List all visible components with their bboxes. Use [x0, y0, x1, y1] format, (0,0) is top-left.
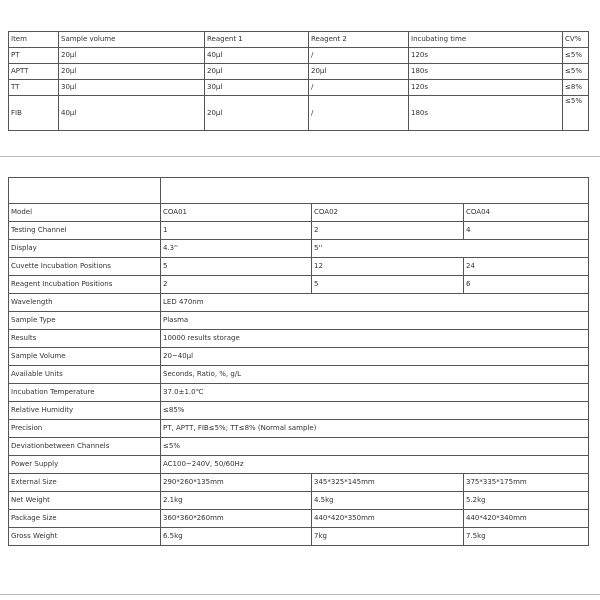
table-row	[9, 80, 589, 96]
cell: 4.3''	[161, 240, 312, 258]
cell: COA04	[464, 204, 589, 222]
cell: Deviationbetween Channels	[9, 438, 161, 456]
cell: 4.5kg	[312, 492, 464, 510]
cell: 5.2kg	[464, 492, 589, 510]
table-row	[9, 64, 589, 80]
cell: 30μl	[59, 80, 205, 96]
cell: 120s	[409, 80, 563, 96]
table-row	[9, 330, 589, 348]
cell: 375*335*175mm	[464, 474, 589, 492]
cell: 5''	[312, 240, 589, 258]
cell: 10000 results storage	[161, 330, 589, 348]
cell: COA01	[161, 204, 312, 222]
cell: ≤5%	[563, 96, 589, 131]
header-cell: Reagent 2	[309, 32, 409, 48]
cell: ≤8%	[563, 80, 589, 96]
cell: Power Supply	[9, 456, 161, 474]
cell: 20~40μl	[161, 348, 589, 366]
cell: Wavelength	[9, 294, 161, 312]
cell: Package Size	[9, 510, 161, 528]
cell: ≤85%	[161, 402, 589, 420]
cell: /	[309, 80, 409, 96]
table-row	[9, 384, 589, 402]
cell: 20μl	[205, 96, 309, 131]
cell: 7kg	[312, 528, 464, 546]
cell: PT	[9, 48, 59, 64]
cell: AC100~240V, 50/60Hz	[161, 456, 589, 474]
table-row	[9, 438, 589, 456]
table-row	[9, 258, 589, 276]
cell: /	[309, 48, 409, 64]
table-spacer-row	[9, 178, 589, 204]
table-row	[9, 402, 589, 420]
cell: 37.0±1.0℃	[161, 384, 589, 402]
header-cell: CV%	[563, 32, 589, 48]
cell: Reagent Incubation Positions	[9, 276, 161, 294]
cell: 440*420*350mm	[312, 510, 464, 528]
cell: 20μl	[205, 64, 309, 80]
cell: LED 470nm	[161, 294, 589, 312]
cell: Precision	[9, 420, 161, 438]
cell: 12	[312, 258, 464, 276]
cell: ≤5%	[161, 438, 589, 456]
cell: FIB	[9, 96, 59, 131]
cell: Sample Type	[9, 312, 161, 330]
table-row	[9, 474, 589, 492]
cell: Testing Channel	[9, 222, 161, 240]
cell: 30μl	[205, 80, 309, 96]
cell: Net Weight	[9, 492, 161, 510]
cell: Plasma	[161, 312, 589, 330]
divider	[0, 594, 600, 595]
empty-cell	[9, 178, 161, 204]
cell: Results	[9, 330, 161, 348]
divider	[0, 156, 600, 157]
table-row	[9, 276, 589, 294]
table-row	[9, 366, 589, 384]
cell: 20μl	[59, 48, 205, 64]
cell: Available Units	[9, 366, 161, 384]
table-row	[9, 348, 589, 366]
header-cell: Sample volume	[59, 32, 205, 48]
reagent-table	[8, 31, 589, 131]
table-row	[9, 240, 589, 258]
table-row	[9, 294, 589, 312]
cell: Gross Weight	[9, 528, 161, 546]
table-row	[9, 96, 589, 131]
table-header-row	[9, 32, 589, 48]
cell: 24	[464, 258, 589, 276]
cell: 360*360*260mm	[161, 510, 312, 528]
cell: TT	[9, 80, 59, 96]
table-row	[9, 48, 589, 64]
cell: 20μl	[309, 64, 409, 80]
cell: 440*420*340mm	[464, 510, 589, 528]
cell: ≤5%	[563, 64, 589, 80]
cell: 2	[312, 222, 464, 240]
cell: 120s	[409, 48, 563, 64]
cell: Seconds, Ratio, %, g/L	[161, 366, 589, 384]
cell: Display	[9, 240, 161, 258]
cell: Relative Humidity	[9, 402, 161, 420]
cell: COA02	[312, 204, 464, 222]
table-row	[9, 204, 589, 222]
cell: 2	[161, 276, 312, 294]
cell: 5	[161, 258, 312, 276]
cell: APTT	[9, 64, 59, 80]
cell: PT, APTT, FIB≤5%; TT≤8% (Normal sample)	[161, 420, 589, 438]
cell: 20μl	[59, 64, 205, 80]
cell: Cuvette Incubation Positions	[9, 258, 161, 276]
table-row	[9, 528, 589, 546]
table-row	[9, 222, 589, 240]
cell: Model	[9, 204, 161, 222]
cell: 7.5kg	[464, 528, 589, 546]
cell: 180s	[409, 96, 563, 131]
table-row	[9, 456, 589, 474]
empty-cell	[161, 178, 589, 204]
cell: 180s	[409, 64, 563, 80]
cell: 6.5kg	[161, 528, 312, 546]
cell: Incubation Temperature	[9, 384, 161, 402]
table-row	[9, 312, 589, 330]
cell: 40μl	[205, 48, 309, 64]
cell: 1	[161, 222, 312, 240]
cell: 4	[464, 222, 589, 240]
table-row	[9, 510, 589, 528]
cell: 290*260*135mm	[161, 474, 312, 492]
table-row	[9, 420, 589, 438]
cell: /	[309, 96, 409, 131]
cell: External Size	[9, 474, 161, 492]
cell: ≤5%	[563, 48, 589, 64]
header-cell: Item	[9, 32, 59, 48]
cell: 2.1kg	[161, 492, 312, 510]
spec-table	[8, 177, 589, 546]
table-row	[9, 492, 589, 510]
cell: 6	[464, 276, 589, 294]
cell: 5	[312, 276, 464, 294]
header-cell: Reagent 1	[205, 32, 309, 48]
cell: Sample Volume	[9, 348, 161, 366]
cell: 345*325*145mm	[312, 474, 464, 492]
header-cell: Incubating time	[409, 32, 563, 48]
cell: 40μl	[59, 96, 205, 131]
